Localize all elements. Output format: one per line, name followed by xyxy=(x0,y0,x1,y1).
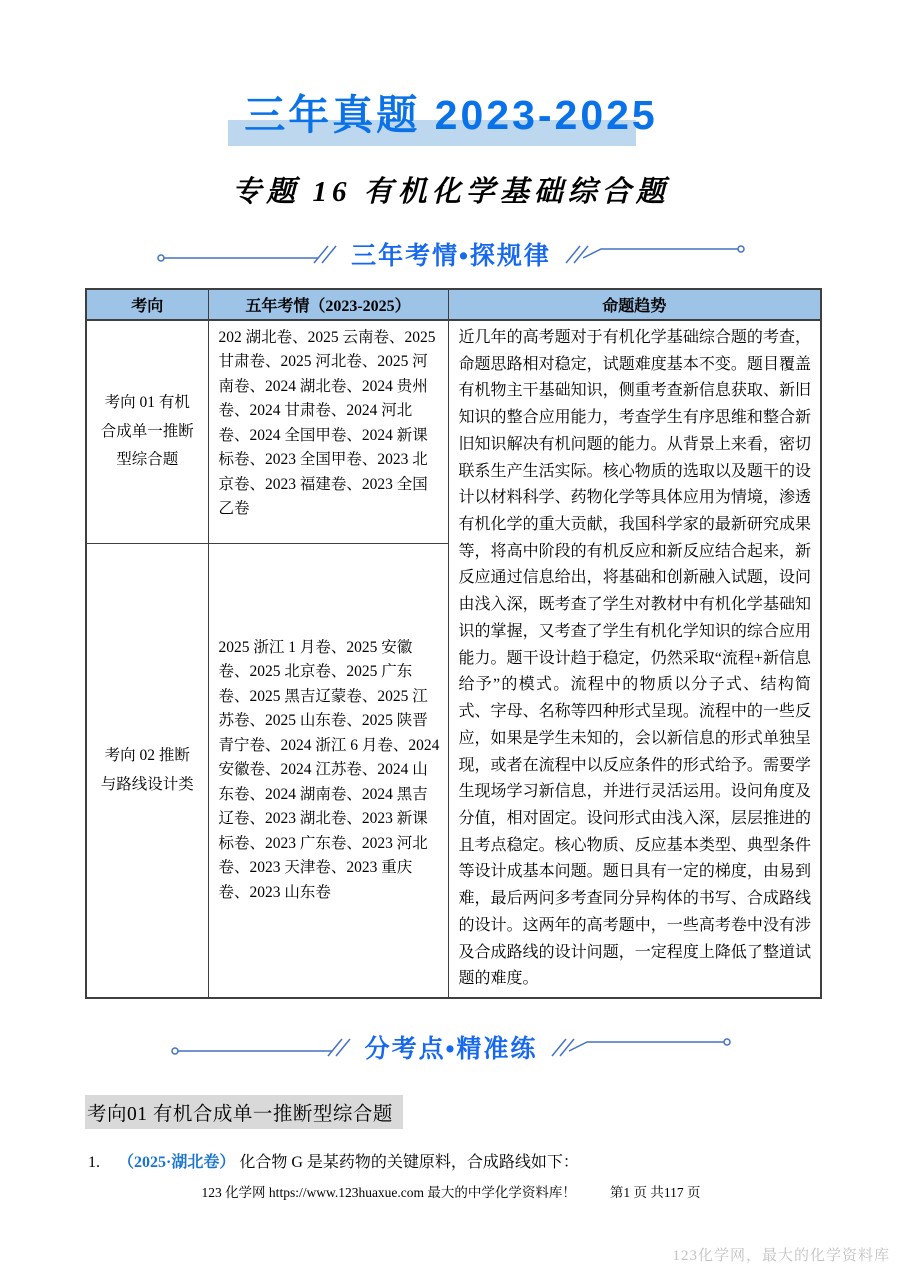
decor-line-left-icon xyxy=(156,242,341,266)
cell-kaoqing-01: 202 湖北卷、2025 云南卷、2025 甘肃卷、2025 河北卷、2025 河南卷、2024 湖北卷、2024 贵州卷、2024 甘肃卷、2024 河北卷、2024 全国甲卷、2024 新课标卷、2023 全国甲卷、2023 北京卷、2023 福建卷、2023 全国乙卷 xyxy=(208,320,448,544)
section-header-exam-review xyxy=(0,236,902,272)
exam-review-table xyxy=(85,288,822,999)
decor-line-right-icon xyxy=(547,1035,732,1059)
watermark-text: 123化学网，最大的化学资料库 xyxy=(672,1248,890,1264)
footer-page-info: 第1 页 共117 页 xyxy=(609,1185,701,1200)
col-header-kaoqing: 五年考情（2023-2025） xyxy=(208,289,448,320)
cell-trend: 近几年的高考题对于有机化学基础综合题的考查，命题思路相对稳定，试题难度基本不变。题目覆盖有机物主干基础知识，侧重考查新信息获取、新旧知识的整合应用能力，考查学生有序思维和整合新旧知识解决有机问题的能力。从背景上来看，密切联系生产生活实际。核心物质的选取以及题干的设计以材料科学、药物化学等具体应用为情境，渗透有机化学的重大贡献，我国科学家的最新研究成果等，将高中阶段的有机反应和新反应结合起来，新反应通过信息给出，将基础和创新融入试题，设问由浅入深，既考查了学生对教材中有机化学基础知识的掌握，又考查了学生有机化学知识的综合应用能力。题干设计趋于稳定，仍然采取“流程+新信息给予”的模式。流程中的物质以分子式、结构简式、字母、名称等四种形式呈现。流程中的一些反应，如果是学生未知的，会以新信息的形式单独呈现，或者在流程中以反应条件的形式给予。需要学生现场学习新信息，并进行灵活运用。设问角度及分值，相对固定。设问形式由浅入深，层层推进的且考点稳定。核心物质、反应基本类型、典型条件等设计成基本问题。题日具有一定的梯度，由易到难，最后两问多考查同分异构体的书写、合成路线的设计。这两年的高考题中，一些高考卷中没有涉及合成路线的设计问题，一定程度上降低了整道试题的难度。 xyxy=(448,320,821,998)
col-header-trend: 命题趋势 xyxy=(448,289,821,320)
decor-line-left-icon xyxy=(170,1035,355,1059)
table-row xyxy=(86,320,821,544)
banner-wrap xyxy=(0,0,902,141)
cell-kaoqing-02: 2025 浙江 1 月卷、2025 安徽卷、2025 北京卷、2025 广东卷、2025 黑吉辽蒙卷、2025 江苏卷、2025 山东卷、2025 陕晋青宁卷、2024 浙江 6 月卷、2024 安徽卷、2024 江苏卷、2024 山东卷、2024 湖南卷、2024 黑吉辽卷、2023 湖北卷、2023 新课标卷、2023 广东卷、2023 河北卷、2023 天津卷、2023 重庆卷、2023 山东卷 xyxy=(208,544,448,998)
section-title-exam-review: 三年考情•探规律 xyxy=(351,242,551,270)
page-footer xyxy=(0,1181,902,1201)
section-title-practice: 分考点•精准练 xyxy=(364,1034,538,1063)
question-1 xyxy=(88,1149,902,1172)
col-header-kaoxiang: 考向 xyxy=(86,289,208,320)
topic-subtitle: 专题 16 有机化学基础综合题 xyxy=(232,176,670,208)
heading-wrap xyxy=(85,1095,902,1129)
section-header-practice xyxy=(0,1029,902,1065)
cell-kaoxiang-02: 考向 02 推断与路线设计类 xyxy=(86,544,208,998)
table-header-row xyxy=(86,289,821,320)
kaoxiang-01-heading: 考向01 有机合成单一推断型综合题 xyxy=(85,1095,403,1129)
question-source: （2025·湖北卷） xyxy=(118,1153,236,1171)
question-number: 1. xyxy=(88,1153,100,1171)
footer-site-info: 123 化学网 https://www.123huaxue.com 最大的中学化学资料库！ xyxy=(201,1185,576,1200)
page-banner-title: 三年真题 2023-2025 xyxy=(244,82,657,141)
question-text: 化合物 G 是某药物的关键原料，合成路线如下： xyxy=(239,1153,579,1171)
cell-kaoxiang-01: 考向 01 有机合成单一推断型综合题 xyxy=(86,320,208,544)
decor-line-right-icon xyxy=(561,242,746,266)
subtitle-wrap xyxy=(0,169,902,210)
